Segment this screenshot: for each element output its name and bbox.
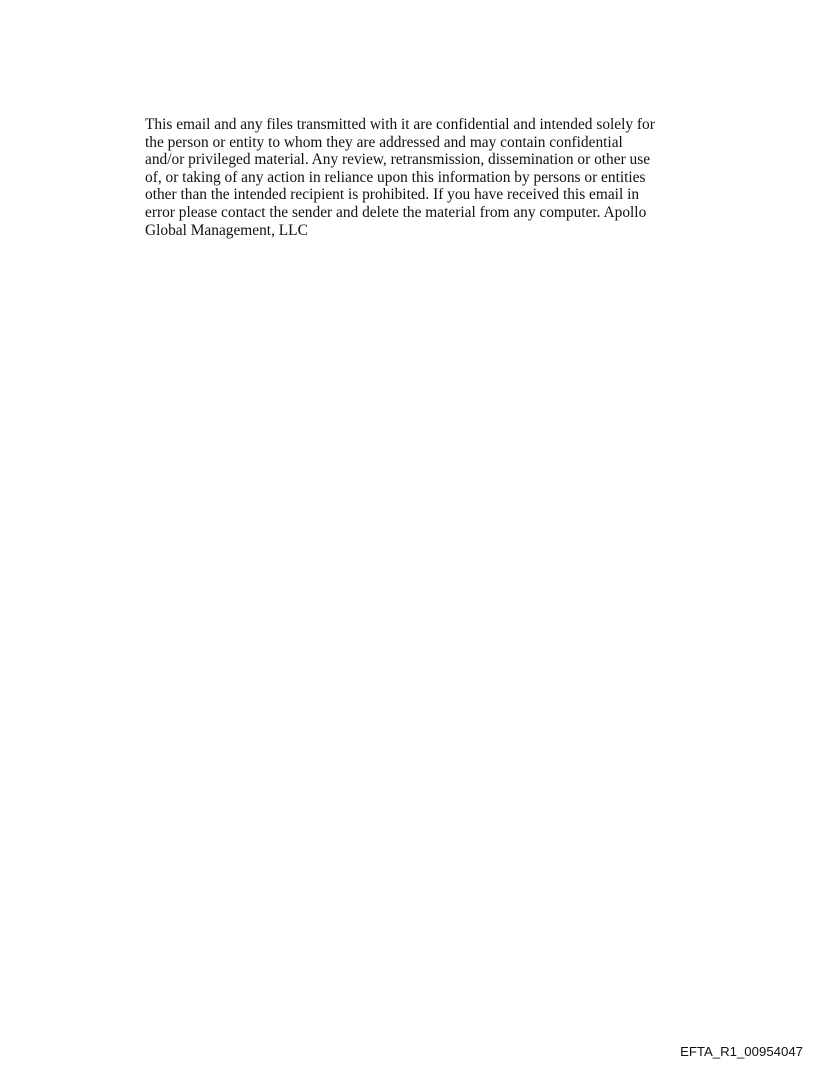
disclaimer-line: of, or taking of any action in reliance upon this information by persons or entities [145,168,646,186]
disclaimer-line: This email and any files transmitted with it are confidential and intended solely for [145,116,655,133]
disclaimer-line: other than the intended recipient is prohibited. If you have received this email in [145,186,640,204]
disclaimer-line: Global Management, LLC [145,221,308,239]
confidentiality-disclaimer [145,116,685,239]
disclaimer-line: error please contact the sender and delete the material from any computer. Apollo [145,203,647,221]
disclaimer-line: the person or entity to whom they are addressed and may contain confidential [145,133,623,151]
document-id-label: EFTA_R1_00954047 [680,1044,803,1059]
disclaimer-line: and/or privileged material. Any review, retransmission, dissemination or other use [145,151,651,169]
